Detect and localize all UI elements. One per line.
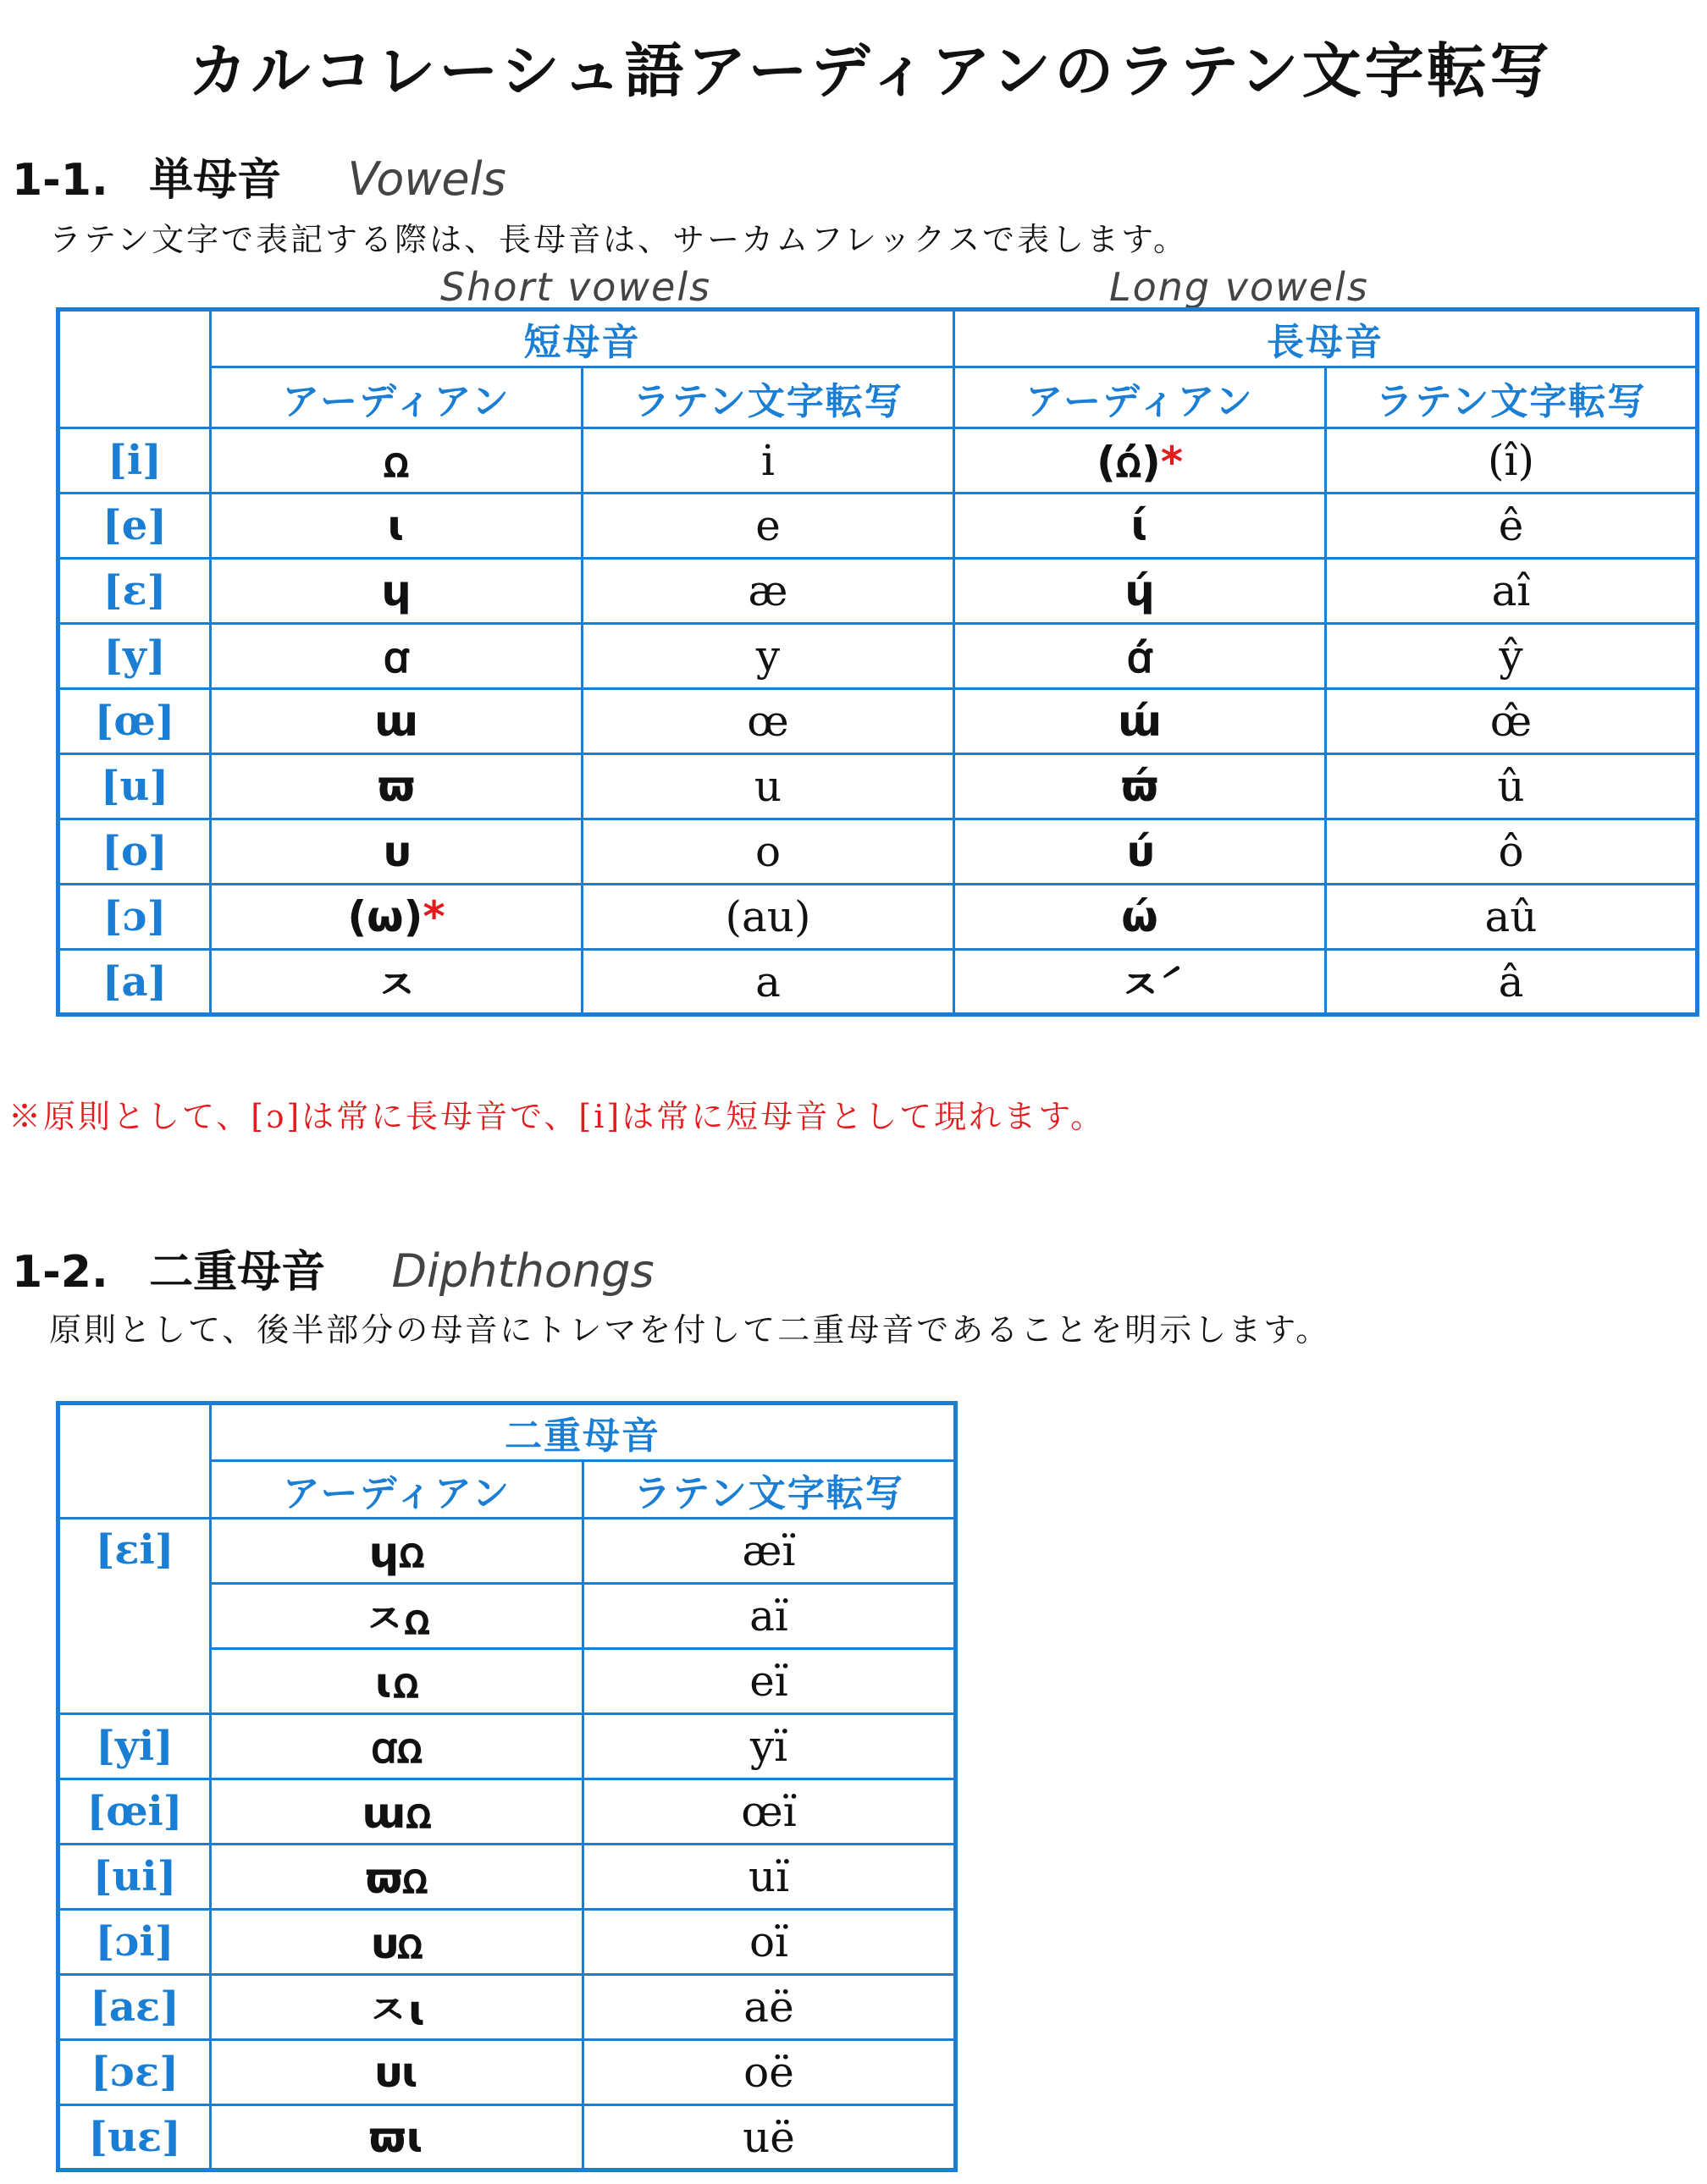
diph-latin-cell: aë: [583, 1975, 956, 2040]
section-2-number: 1-2.: [12, 1247, 108, 1298]
ipa-cell: [a]: [58, 950, 211, 1015]
long-ardian-cell: ϖ́: [954, 754, 1326, 819]
short-vowels-header: 短母音: [211, 310, 954, 367]
table-row: [58, 1845, 956, 1910]
vowel-note: ※原則として、[ɔ]は常に長母音で、[i]は常に短母音として現れます。: [8, 1098, 1106, 1135]
diph-ardian-cell: ᴜɩ: [211, 2040, 583, 2105]
short-latin-cell: (au): [583, 885, 954, 950]
long-ardian-cell: ɥ́: [954, 559, 1326, 624]
diph-latin-header: ラテン文字転写: [583, 1461, 956, 1519]
ipa-header-empty: [58, 310, 211, 428]
table-row: [58, 1714, 956, 1779]
diph-ardian-cell: ɩꭥ: [211, 1649, 583, 1714]
table-row: [58, 428, 1698, 494]
ipa-cell: [ɔ]: [58, 885, 211, 950]
diph-latin-cell: œï: [583, 1779, 956, 1845]
diph-latin-cell: oï: [583, 1910, 956, 1975]
long-ardian-cell: ɩ́: [954, 494, 1326, 559]
short-ardian-cell: ᴜ: [211, 819, 583, 885]
long-latin-cell: ê: [1326, 494, 1698, 559]
diph-ardian-header: アーディアン: [211, 1461, 583, 1519]
short-ardian-cell: ɥ: [211, 559, 583, 624]
diph-ardian-cell: ɥꭥ: [211, 1519, 583, 1584]
table-row: [58, 1975, 956, 2040]
long-latin-cell: û: [1326, 754, 1698, 819]
section-1-title-jp: 単母音: [149, 155, 282, 206]
diph-ardian-cell: ㅈꭥ: [211, 1584, 583, 1649]
ipa-cell: [œi]: [58, 1779, 211, 1845]
long-vowels-header: 長母音: [954, 310, 1698, 367]
ipa-cell: [œ]: [58, 689, 211, 754]
ipa-cell: [ui]: [58, 1845, 211, 1910]
page-title: カルコレーシュ語アーディアンのラテン文字転写: [188, 36, 1553, 106]
short-latin-cell: e: [583, 494, 954, 559]
ipa-cell: [ɛi]: [58, 1519, 211, 1714]
table-row: [58, 754, 1698, 819]
table-row: [58, 1779, 956, 1845]
ipa-cell: [e]: [58, 494, 211, 559]
diph-latin-cell: æï: [583, 1519, 956, 1584]
ipa-cell: [yi]: [58, 1714, 211, 1779]
long-vowels-note: Long vowels: [1109, 264, 1369, 310]
vowels-table: [56, 307, 1699, 1017]
table-row: [58, 885, 1698, 950]
ipa-cell: [ɔɛ]: [58, 2040, 211, 2105]
section-2-title-jp: 二重母音: [149, 1247, 326, 1298]
short-ardian-cell: ɯ: [211, 689, 583, 754]
table-row: [58, 559, 1698, 624]
short-latin-header: ラテン文字転写: [583, 367, 954, 428]
diphthongs-header: 二重母音: [211, 1404, 956, 1461]
short-latin-cell: o: [583, 819, 954, 885]
table-row: [58, 2040, 956, 2105]
short-latin-cell: a: [583, 950, 954, 1015]
short-ardian-glyph: (ω): [347, 892, 423, 941]
long-ardian-glyph: (ꭥ́): [1096, 438, 1161, 487]
short-vowels-note: Short vowels: [440, 264, 712, 310]
section-1-number: 1-1.: [12, 155, 108, 206]
long-latin-cell: ô: [1326, 819, 1698, 885]
ipa-cell: [aɛ]: [58, 1975, 211, 2040]
ipa-cell: [uɛ]: [58, 2105, 211, 2170]
ipa-cell: [u]: [58, 754, 211, 819]
section-1-heading: [12, 144, 506, 212]
short-ardian-header: アーディアン: [211, 367, 583, 428]
section-2-title-en: Diphthongs: [391, 1244, 655, 1298]
long-latin-header: ラテン文字転写: [1326, 367, 1698, 428]
diph-ardian-cell: ᴜꭥ: [211, 1910, 583, 1975]
short-latin-cell: æ: [583, 559, 954, 624]
long-latin-cell: aî: [1326, 559, 1698, 624]
diph-ardian-cell: ϖꭥ: [211, 1845, 583, 1910]
short-latin-cell: y: [583, 624, 954, 689]
ipa-cell: [y]: [58, 624, 211, 689]
asterisk-mark: *: [423, 892, 445, 941]
ipa-cell: [ɛ]: [58, 559, 211, 624]
ipa-cell: [ɔi]: [58, 1910, 211, 1975]
diph-latin-cell: oë: [583, 2040, 956, 2105]
long-latin-cell: œ̂: [1326, 689, 1698, 754]
section-1-title-en: Vowels: [347, 152, 506, 206]
long-latin-cell: (î): [1326, 428, 1698, 494]
long-ardian-header: アーディアン: [954, 367, 1326, 428]
table-row: [58, 689, 1698, 754]
diph-latin-cell: eï: [583, 1649, 956, 1714]
long-ardian-cell: ᴜ́: [954, 819, 1326, 885]
table-row: [58, 819, 1698, 885]
long-latin-cell: aû: [1326, 885, 1698, 950]
long-latin-cell: ŷ: [1326, 624, 1698, 689]
table-row: [58, 494, 1698, 559]
long-latin-cell: â: [1326, 950, 1698, 1015]
ipa-cell: [i]: [58, 428, 211, 494]
section-2-intro: 原則として、後半部分の母音にトレマを付して二重母音であることを明示します。: [49, 1311, 1331, 1348]
diphthongs-table: [56, 1401, 958, 2172]
table-row: [58, 950, 1698, 1015]
short-latin-cell: u: [583, 754, 954, 819]
table-row: [58, 2105, 956, 2170]
diph-ardian-cell: ϖɩ: [211, 2105, 583, 2170]
diph-latin-cell: aï: [583, 1584, 956, 1649]
long-ardian-cell: ɯ́: [954, 689, 1326, 754]
short-ardian-cell: ɩ: [211, 494, 583, 559]
short-latin-cell: œ: [583, 689, 954, 754]
ipa-cell: [o]: [58, 819, 211, 885]
asterisk-mark: *: [1160, 438, 1184, 487]
long-ardian-cell: ꭤ́: [954, 624, 1326, 689]
short-ardian-cell: ϖ: [211, 754, 583, 819]
diph-ardian-cell: ɯꭥ: [211, 1779, 583, 1845]
section-2-heading: [12, 1236, 655, 1304]
short-ardian-cell: [211, 885, 583, 950]
section-1-intro: ラテン文字で表記する際は、長母音は、サーカムフレックスで表します。: [49, 221, 1189, 258]
short-ardian-cell: ꭥ: [211, 428, 583, 494]
ipa-header-empty: [58, 1404, 211, 1519]
table-row: [58, 1519, 956, 1584]
short-latin-cell: i: [583, 428, 954, 494]
long-ardian-cell: ώ: [954, 885, 1326, 950]
long-ardian-cell: [954, 428, 1326, 494]
table-row: [58, 624, 1698, 689]
diph-ardian-cell: ㅈɩ: [211, 1975, 583, 2040]
table-row: [58, 1910, 956, 1975]
short-ardian-cell: ꭤ: [211, 624, 583, 689]
diph-latin-cell: uë: [583, 2105, 956, 2170]
short-ardian-cell: ㅈ: [211, 950, 583, 1015]
diph-latin-cell: yï: [583, 1714, 956, 1779]
long-ardian-cell: ㅈ́: [954, 950, 1326, 1015]
diph-ardian-cell: ꭤꭥ: [211, 1714, 583, 1779]
diph-latin-cell: uï: [583, 1845, 956, 1910]
